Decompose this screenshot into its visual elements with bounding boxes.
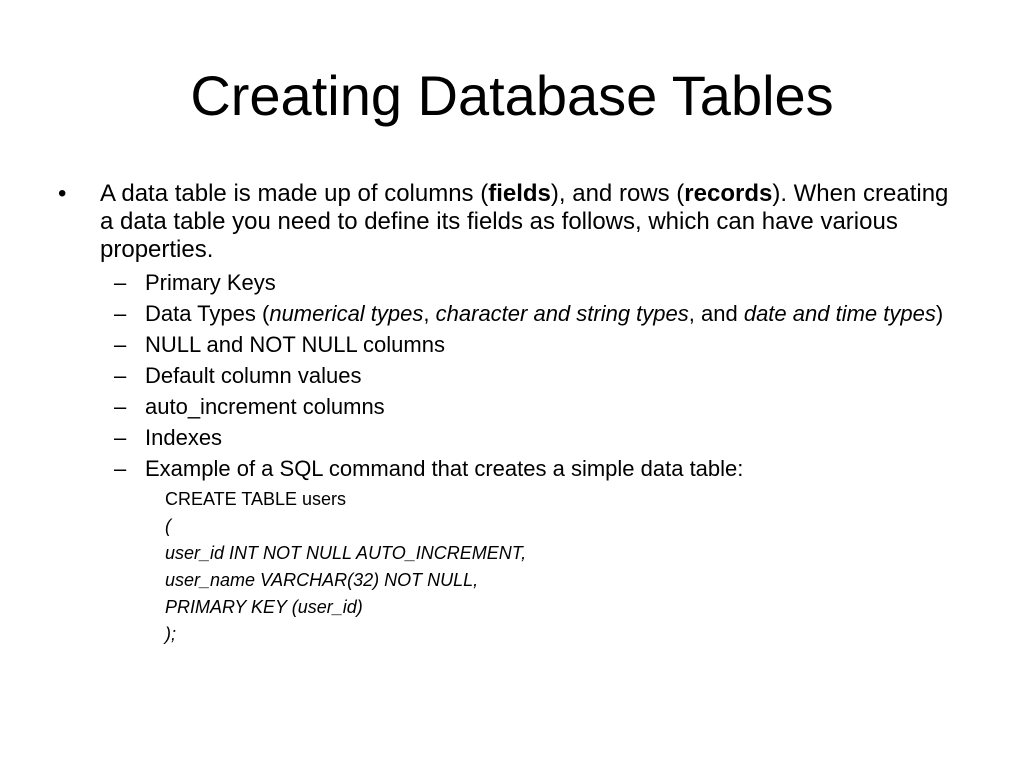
list-item-data-types bbox=[58, 301, 958, 327]
data-types-sep1: , bbox=[423, 301, 436, 326]
code-line-text: user_id INT NOT NULL AUTO_INCREMENT, bbox=[165, 543, 527, 563]
slide-title: Creating Database Tables bbox=[190, 64, 834, 127]
bullet-icon: • bbox=[58, 180, 67, 207]
code-line-text: user_name VARCHAR(32) NOT NULL, bbox=[165, 570, 479, 590]
data-types-numerical: numerical types bbox=[269, 301, 424, 326]
data-types-sep2: , and bbox=[688, 301, 744, 326]
list-item-primary-keys bbox=[58, 270, 958, 296]
code-line-text: PRIMARY KEY (user_id) bbox=[165, 597, 363, 617]
intro-bullet bbox=[58, 180, 958, 264]
intro-bold-fields: fields bbox=[488, 180, 551, 207]
list-item-indexes bbox=[58, 425, 958, 451]
intro-text-part1: A data table is made up of columns ( bbox=[100, 180, 489, 207]
data-types-prefix: Data Types ( bbox=[145, 301, 270, 326]
property-list bbox=[58, 270, 958, 482]
item-label: Primary Keys bbox=[145, 270, 276, 295]
dash-icon: – bbox=[114, 394, 127, 419]
slide-body bbox=[58, 180, 958, 648]
data-types-suffix: ) bbox=[935, 301, 944, 326]
dash-icon: – bbox=[114, 270, 127, 295]
list-item-example bbox=[58, 456, 958, 482]
code-line-text: ( bbox=[165, 516, 171, 536]
item-label: Example of a SQL command that creates a simple data table: bbox=[145, 456, 744, 481]
dash-icon: – bbox=[114, 456, 127, 481]
list-item-null-columns bbox=[58, 332, 958, 358]
data-types-character: character and string types bbox=[435, 301, 689, 326]
item-label: NULL and NOT NULL columns bbox=[145, 332, 445, 357]
list-item-auto-increment bbox=[58, 394, 958, 420]
dash-icon: – bbox=[114, 332, 127, 357]
code-line-text: ); bbox=[165, 624, 176, 644]
code-line bbox=[165, 594, 958, 621]
code-line bbox=[165, 621, 958, 648]
dash-icon: – bbox=[114, 301, 127, 326]
code-line bbox=[165, 567, 958, 594]
code-line: CREATE TABLE users bbox=[165, 489, 347, 509]
item-label: Default column values bbox=[145, 363, 362, 388]
item-label: Indexes bbox=[145, 425, 223, 450]
code-line bbox=[165, 540, 958, 567]
intro-bold-records: records bbox=[684, 180, 773, 207]
sql-code-block bbox=[58, 486, 958, 648]
list-item-default-values bbox=[58, 363, 958, 389]
intro-text-part2: ), and rows ( bbox=[550, 180, 685, 207]
dash-icon: – bbox=[114, 363, 127, 388]
item-label: auto_increment columns bbox=[145, 394, 385, 419]
dash-icon: – bbox=[114, 425, 127, 450]
code-line bbox=[165, 513, 958, 540]
intro-text-part3: ). When creating a data table you need to define its fields as follows, which can have various properties. bbox=[100, 180, 949, 263]
data-types-date: date and time types bbox=[743, 301, 936, 326]
